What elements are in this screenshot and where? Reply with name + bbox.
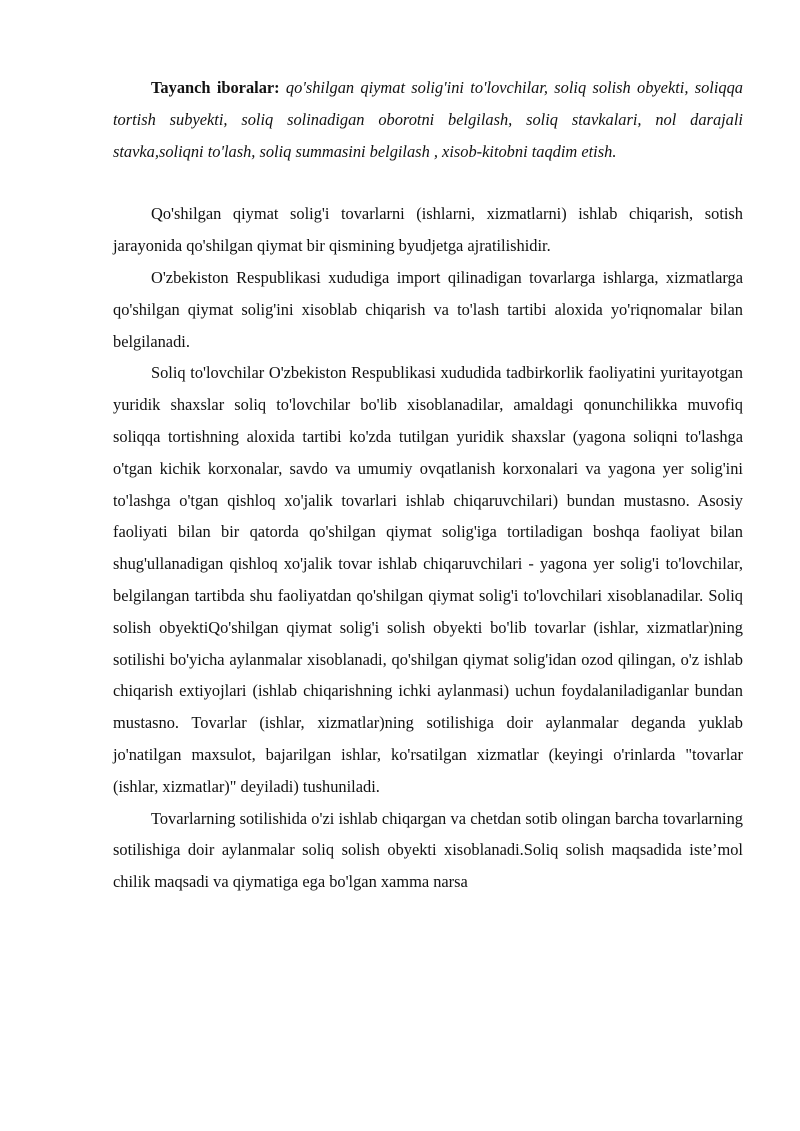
keywords-label: Tayanch iboralar: bbox=[151, 78, 280, 97]
document-page bbox=[113, 72, 743, 898]
paragraph-import: O'zbekiston Respublikasi xududiga import qilinadigan tovarlarga ishlarga, xizmatlarga qo'shilgan qiymat solig'ini xisoblab chiqarish va to'lash tartibi aloxida yo'riqnomalar bilan belgilanadi. bbox=[113, 267, 743, 351]
paragraph-taxpayers: Soliq to'lovchilar O'zbekiston Respublikasi xududida tadbirkorlik faoliyatini yuritayotgan yuridik shaxslar soliq to'lovchilar bo'lib xisoblanadilar, amaldagi qonunchilikka muvofiq soliqqa tortishning aloxida tartibi ko'zda tutilgan yuridik shaxslar (yagona soliqni to'lashga o'tgan kichik korxonalar, savdo va umumiy ovqatlanish korxonalari va yagona yer solig'ini to'lashga o'tgan qishloq xo'jalik tovarlari ishlab chiqaruvchilari) bundan mustasno. Asosiy faoliyati bilan bir qatorda qo'shilgan qiymat solig'iga tortiladigan boshqa faoliyat bilan shug'ullanadigan qishloq xo'jalik tovar ishlab chiqaruvchilari - yagona yer solig'i to'lovchilar, belgilangan tartibda shu faoliyatdan qo'shilgan qiymat solig'i to'lovchilari xisoblanadilar. Soliq solish obyektiQo'shilgan qiymat solig'i solish obyekti bo'lib tovarlar (ishlar, xizmatlar)ning sotilishi bo'yicha aylanmalar xisoblanadi, qo'shilgan qiymat solig'idan ozod qilingan, o'z ishlab chiqarish extiyojlari (ishlab chiqarishning ichki aylanmasi) uchun foydalaniladiganlar bundan mustasno. Tovarlar (ishlar, xizmatlar)ning sotilishiga doir aylanmalar deganda yuklab jo'natilgan maxsulot, bajarilgan ishlar, ko'rsatilgan xizmatlar (keyingi o'rinlarda "tovarlar (ishlar, xizmatlar)" deyiladi) tushuniladi. bbox=[113, 363, 743, 796]
paragraph-definition: Qo'shilgan qiymat solig'i tovarlarni (ishlarni, xizmatlarni) ishlab chiqarish, sotish jarayonida qo'shilgan qiymat bir qismining byudjetga ajratilishidir. bbox=[113, 204, 743, 256]
keywords-paragraph bbox=[113, 72, 743, 167]
keywords-text: qo'shilgan qiymat solig'ini to'lovchilar, soliq solish obyekti, soliqqa tortish subyekti, soliq solinadigan oborotni belgilash, soliq stavkalari, nol darajali stavka,soliqni to'lash, soliq summasini belgilash , xisob-kitobni taqdim etish. bbox=[113, 78, 743, 161]
paragraph-sales: Tovarlarning sotilishida o'zi ishlab chiqargan va chetdan sotib olingan barcha tovarlarning sotilishiga doir aylanmalar soliq solish obyekti xisoblanadi.Soliq solish maqsadida iste’mol chilik maqsadi va qiymatiga ega bo'lgan xamma narsa bbox=[113, 808, 743, 892]
